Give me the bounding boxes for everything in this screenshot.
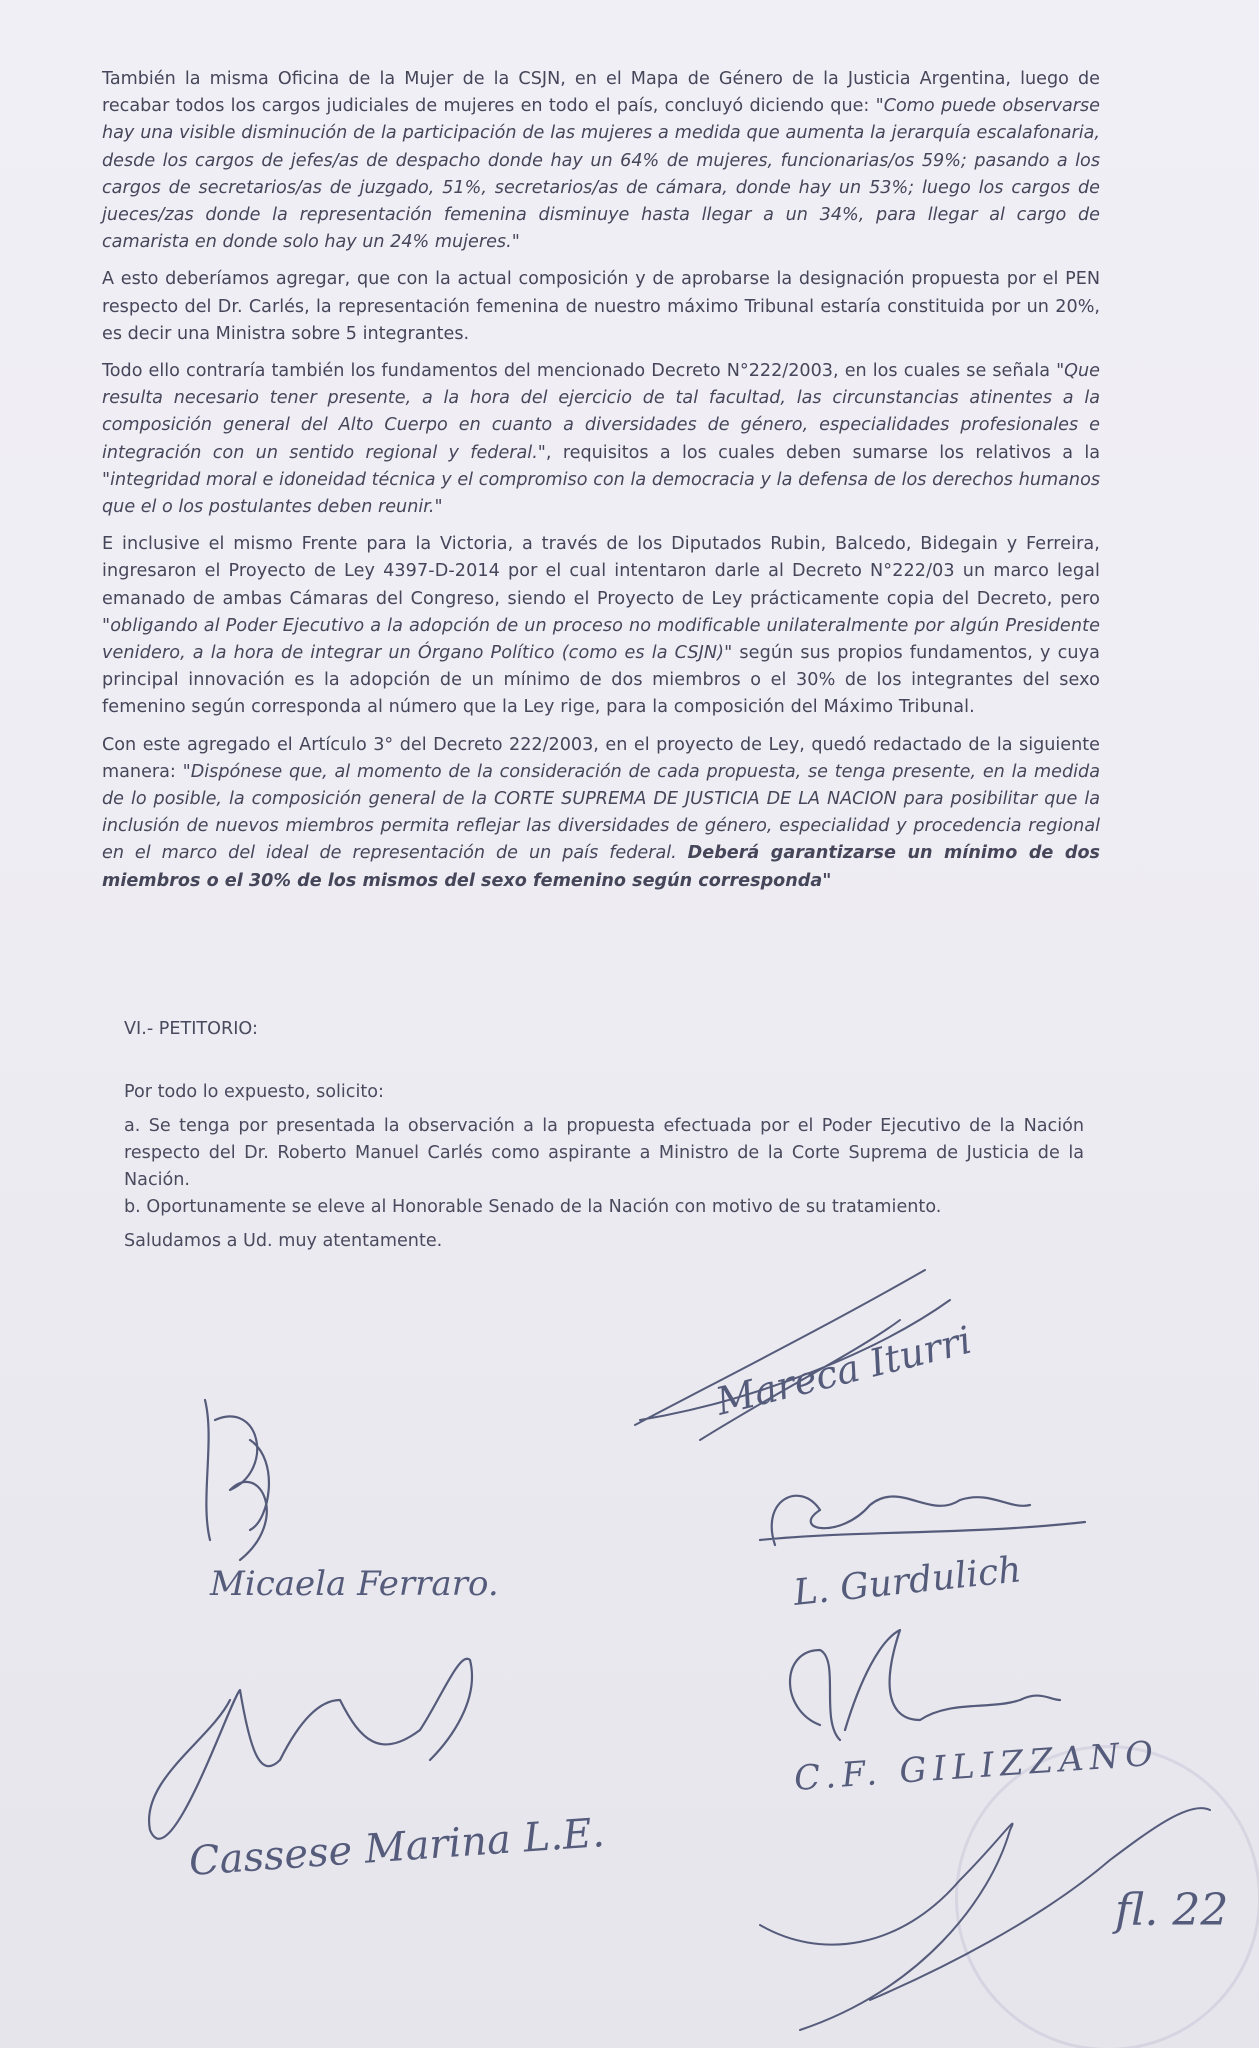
petitorio-item-a: a. Se tenga por presentada la observación a la propuesta efectuada por el Poder Ejecutivo de la Nación respecto del Dr. Roberto Manuel Carlés como aspirante a Ministro de la Corte Suprema de Justicia de la Nación. bbox=[124, 1116, 1084, 1190]
text-segment: "Dispónese que, al momento de la consideración de cada propuesta, se tenga presente, en la medida de lo posible, la composición general de la CORTE SUPREMA DE JUSTICIA DE LA NACION para posibilitar que la inclusión de nuevos miembros permita reflejar las diversidades de género, especialidad y procedencia regional en el marco del ideal de representación de un país federal. bbox=[102, 761, 1100, 864]
signature-micaela bbox=[205, 1400, 499, 1604]
signature-bottom bbox=[760, 1808, 1228, 2030]
text-segment: Todo ello contraría también los fundamentos del mencionado Decreto N°222/2003, en los cuales se señala bbox=[102, 361, 1057, 382]
signature-name: L. Gurdulich bbox=[791, 1549, 1024, 1614]
text-segment: , requisitos a los cuales deben sumarse los relativos a la bbox=[545, 442, 1100, 463]
text-segment: También la misma Oficina de la Mujer de la CSJN, en el Mapa de Género de la Justicia Argentina, luego de recabar todos los cargos judiciales de mujeres en todo el país, concluyó diciendo que: bbox=[102, 69, 1100, 117]
text-segment: Con este agregado el Artículo 3° del Decreto 222/2003, en el proyecto de Ley, quedó redactado de la siguiente manera: bbox=[102, 734, 1100, 782]
text-segment: Deberá garantizarse un mínimo de dos miembros o el 30% de los mismos del sexo femenino según corresponda" bbox=[102, 843, 1100, 891]
signature-gurdulich bbox=[760, 1496, 1085, 1614]
signature-name: Cassese Marina L.E. bbox=[187, 1810, 607, 1885]
text-segment: según sus propios fundamentos, y cuya principal innovación es la adopción de un mínimo de dos miembros o el 30% de los integrantes del sexo femenino según corresponda al número que la Ley rige, para la composición del Máximo Tribunal. bbox=[102, 643, 1100, 718]
signature-name: Micaela Ferraro. bbox=[210, 1564, 499, 1604]
text-segment: "obligando al Poder Ejecutivo a la adopción de un proceso no modificable unilateralmente por algún Presidente venidero, a la hora de integrar un Órgano Político (como es la CSJN)" bbox=[102, 615, 1100, 664]
text-segment: A esto deberíamos agregar, que con la actual composición y de aprobarse la designación propuesta por el PEN respecto del Dr. Carlés, la representación femenina de nuestro máximo Tribunal estaría constituida por un 20%, es decir una Ministra sobre 5 integrantes. bbox=[102, 269, 1100, 344]
closing-line: Saludamos a Ud. muy atentamente. bbox=[124, 1231, 443, 1251]
text-segment: "integridad moral e idoneidad técnica y el compromiso con la democracia y la defensa de los derechos humanos que el o los postulantes deben reunir." bbox=[102, 469, 1100, 518]
signature-mareca bbox=[635, 1270, 976, 1440]
petitorio-intro: Por todo lo expuesto, solicito: bbox=[124, 1082, 384, 1102]
text-segment: "Que resulta necesario tener presente, a la hora del ejercicio de tal facultad, las circunstancias atinentes a la composición general del Alto Cuerpo en cuanto a diversidades de género, especialidades profesionales e integración con un sentido regional y federal." bbox=[102, 361, 1100, 463]
text-segment: E inclusive el mismo Frente para la Victoria, a través de los Diputados Rubin, Balcedo, Bidegain y Ferreira, ingresaron el Proyecto de Ley 4397-D-2014 por el cual intentaron darle al Decreto N°222/03 un marco legal emanado de ambas Cámaras del Congreso, siendo el Proyecto de Ley prácticamente copia del Decreto, pero bbox=[102, 534, 1100, 609]
petitorio-item-b: b. Oportunamente se eleve al Honorable Senado de la Nación con motivo de su tratamiento. bbox=[124, 1197, 942, 1217]
signature-cassese bbox=[149, 1659, 606, 1885]
text-segment: "Como puede observarse hay una visible disminución de la participación de las mujeres a medida que aumenta la jerarquía escalafonaria, desde los cargos de jefes/as de despacho donde hay un 64% de mujeres, funcionarias/os 59%; pasando a los cargos de secretarios/as de juzgado, 51%, secretarios/as de cámara, donde hay un 53%; luego los cargos de jueces/zas donde la representación femenina disminuye hasta llegar a un 34%, para llegar al cargo de camarista en donde solo hay un 24% mujeres." bbox=[102, 96, 1100, 253]
signature-name: fl. 22 bbox=[1115, 1885, 1229, 1936]
signature-gilizzano bbox=[790, 1630, 1160, 1799]
signature-name: Mareca Iturri bbox=[711, 1317, 976, 1424]
section-heading: VI.- PETITORIO: bbox=[124, 1019, 258, 1039]
signature-name: C.F. GILIZZANO bbox=[792, 1733, 1161, 1799]
